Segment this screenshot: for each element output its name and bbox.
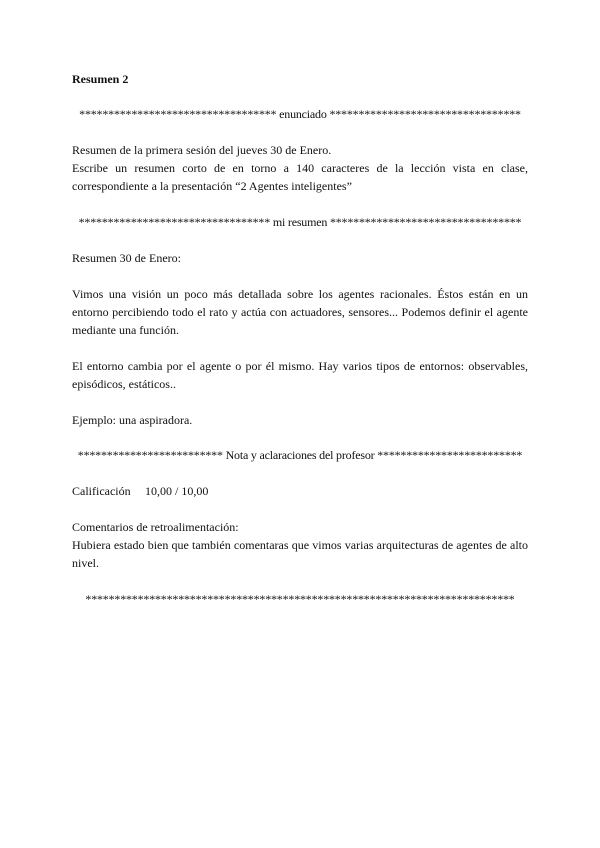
grade-line bbox=[72, 482, 528, 500]
summary-paragraph-2: El entorno cambia por el agente o por él mismo. Hay varios tipos de entornos: observables, episódicos, estáticos.. bbox=[72, 359, 528, 391]
summary-heading: Resumen 30 de Enero: bbox=[72, 251, 181, 265]
document-title: Resumen 2 bbox=[72, 72, 129, 86]
feedback-heading: Comentarios de retroalimentación: bbox=[72, 520, 239, 534]
statement-line-2: Escribe un resumen corto de en torno a 140 caracteres de la lección vista en clase, correspondiente a la presentación “2 Agentes inteligentes” bbox=[72, 161, 528, 193]
separator-end: ************************************************************************** bbox=[85, 592, 515, 606]
summary-paragraph-1: Vimos una visión un poco más detallada sobre los agentes racionales. Éstos están en un entorno percibiendo todo el rato y actúa con actuadores, sensores... Podemos definir el agente mediante una función. bbox=[72, 287, 528, 337]
document-page bbox=[72, 70, 528, 608]
grade-value: 10,00 / 10,00 bbox=[145, 484, 209, 498]
separator-statement: ********************************** enunciado ********************************* bbox=[79, 107, 521, 121]
summary-example: Ejemplo: una aspiradora. bbox=[72, 413, 193, 427]
separator-notes: ************************* Nota y aclaraciones del profesor ************************* bbox=[77, 448, 523, 462]
statement-line-1: Resumen de la primera sesión del jueves 30 de Enero. bbox=[72, 143, 332, 157]
grade-label: Calificación bbox=[72, 484, 131, 498]
feedback-text: Hubiera estado bien que también comentaras que vimos varias arquitecturas de agentes de alto nivel. bbox=[72, 538, 528, 570]
separator-summary: ********************************* mi resumen ********************************* bbox=[78, 215, 522, 229]
